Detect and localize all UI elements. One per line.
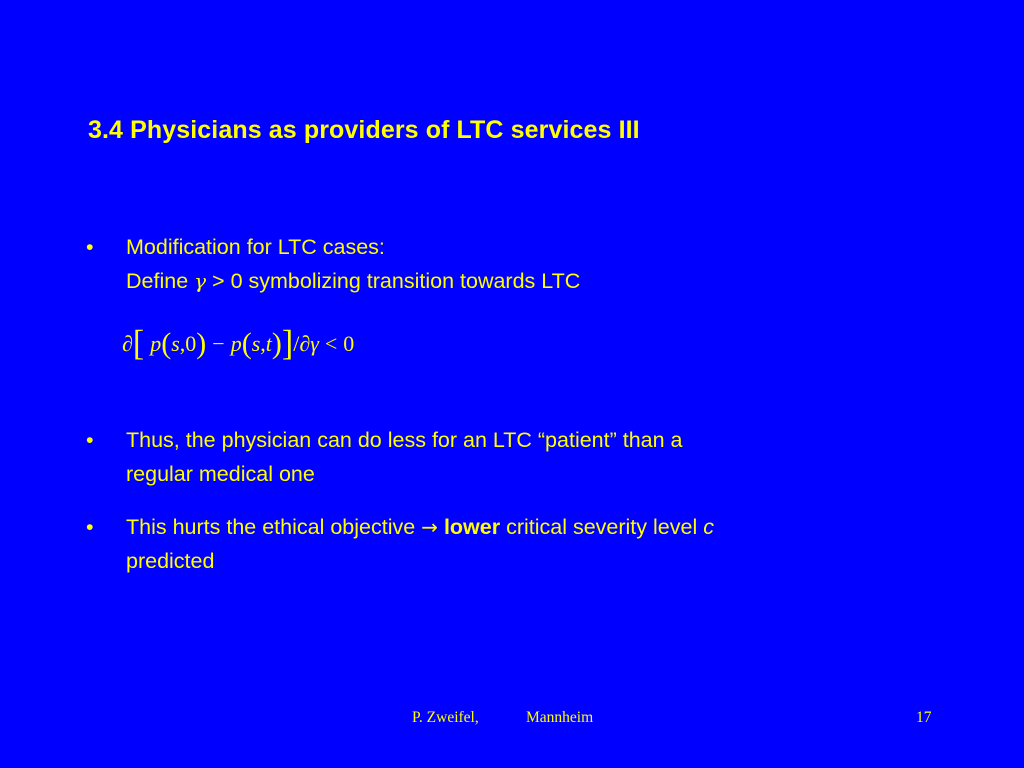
math-s: s — [171, 331, 180, 356]
math-zero: 0 — [343, 331, 355, 356]
math-zero: 0 — [185, 331, 197, 356]
bullet-text — [126, 230, 986, 298]
bullet-line: Modification for LTC cases: — [126, 235, 385, 259]
bullet-marker: • — [86, 428, 94, 452]
left-paren: ( — [241, 327, 252, 360]
gamma-symbol: γ — [310, 331, 319, 356]
emphasis-lower: lower — [443, 515, 501, 539]
math-comma: , — [260, 331, 266, 356]
bullet-text — [126, 423, 986, 491]
math-s: s — [251, 331, 261, 356]
bullet-marker: • — [86, 515, 94, 539]
footer-place: Mannheim — [526, 709, 594, 726]
text-fragment: critical severity level — [500, 515, 704, 539]
bullet-line: predicted — [126, 549, 215, 573]
bullet-line: Thus, the physician can do less for an LTC “patient” than a — [126, 428, 683, 452]
math-slash: / — [293, 331, 300, 356]
bullet-line — [126, 264, 986, 298]
page-number: 17 — [916, 709, 932, 726]
bullet-text — [126, 510, 986, 578]
left-paren: ( — [161, 327, 172, 360]
bullet-line — [126, 510, 986, 544]
slide-title: 3.4 Physicians as providers of LTC services III — [88, 116, 640, 144]
text-fragment: This hurts the ethical objective — [126, 515, 422, 539]
bullet-line: regular medical one — [126, 462, 315, 486]
partial-symbol: ∂ — [299, 331, 311, 356]
right-bracket: ] — [281, 324, 294, 363]
text-fragment: > 0 symbolizing transition towards LTC — [206, 269, 581, 293]
right-arrow-icon: → — [421, 515, 438, 539]
left-bracket: [ — [132, 324, 145, 363]
math-minus: − — [212, 331, 225, 356]
right-paren: ) — [196, 327, 207, 360]
math-t: t — [265, 331, 272, 356]
variable-c: c — [703, 515, 714, 539]
math-comma: , — [179, 331, 186, 356]
footer-author: P. Zweifel, — [412, 709, 479, 726]
math-p: p — [150, 331, 162, 356]
bullet-marker: • — [86, 235, 94, 259]
right-paren: ) — [271, 327, 282, 360]
math-p: p — [230, 331, 242, 356]
partial-symbol: ∂ — [122, 331, 133, 356]
formula — [122, 322, 354, 366]
gamma-symbol: γ — [194, 269, 207, 293]
math-less-than: < — [324, 331, 338, 356]
text-fragment: Define — [126, 269, 195, 293]
